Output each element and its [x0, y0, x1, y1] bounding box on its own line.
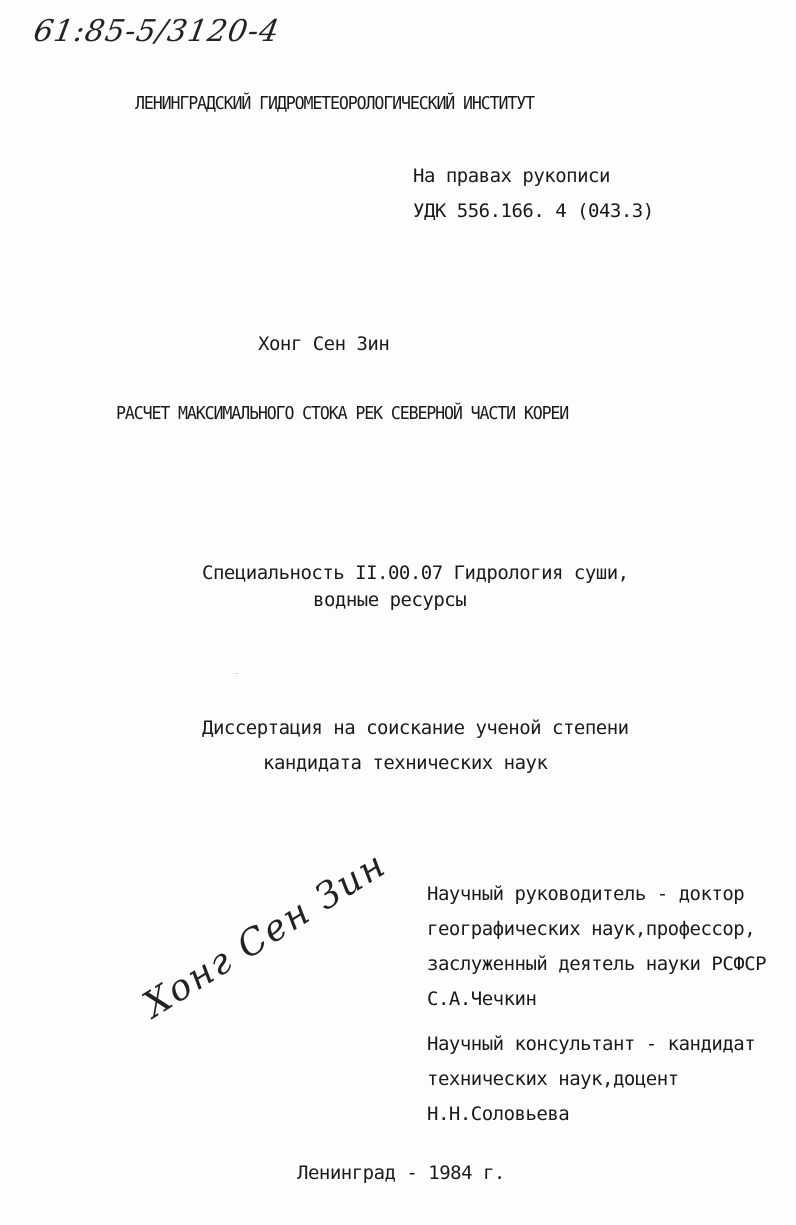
udc-code: УДК 556.166. 4 (043.3) — [413, 200, 654, 222]
manuscript-rights: На правах рукописи — [413, 165, 610, 187]
supervisor-line-1: Научный руководитель - доктор — [427, 883, 745, 905]
consultant-line-1: Научный консультант - кандидат — [427, 1033, 756, 1055]
degree-line-1: Диссертация на соискание ученой степени — [202, 717, 629, 739]
shelfmark-handwritten: 61:85-5/3120-4 — [30, 14, 283, 49]
speck — [236, 673, 237, 674]
place-and-year: Ленинград - 1984 г. — [297, 1162, 505, 1184]
specialty-line-2: водные ресурсы — [313, 589, 467, 611]
supervisor-line-2: географических наук,профессор, — [427, 918, 756, 940]
author-signature: Хонг Сен Зин — [136, 843, 394, 1026]
consultant-line-2: технических наук,доцент — [427, 1068, 679, 1090]
specialty-line-1: Специальность II.00.07 Гидрология суши, — [202, 562, 629, 584]
supervisor-name: С.А.Чечкин — [427, 988, 537, 1010]
degree-line-2: кандидата технических наук — [263, 752, 548, 774]
dissertation-title: РАСЧЕТ МАКСИМАЛЬНОГО СТОКА РЕК СЕВЕРНОЙ ЧАСТИ КОРЕИ — [116, 403, 569, 424]
author-name: Хонг Сен Зин — [258, 333, 390, 355]
supervisor-line-3: заслуженный деятель науки РСФСР — [427, 953, 767, 975]
consultant-name: Н.Н.Соловьева — [427, 1103, 570, 1125]
institute-name: ЛЕНИНГРАДСКИЙ ГИДРОМЕТЕОРОЛОГИЧЕСКИЙ ИНСТИТУТ — [135, 93, 534, 114]
